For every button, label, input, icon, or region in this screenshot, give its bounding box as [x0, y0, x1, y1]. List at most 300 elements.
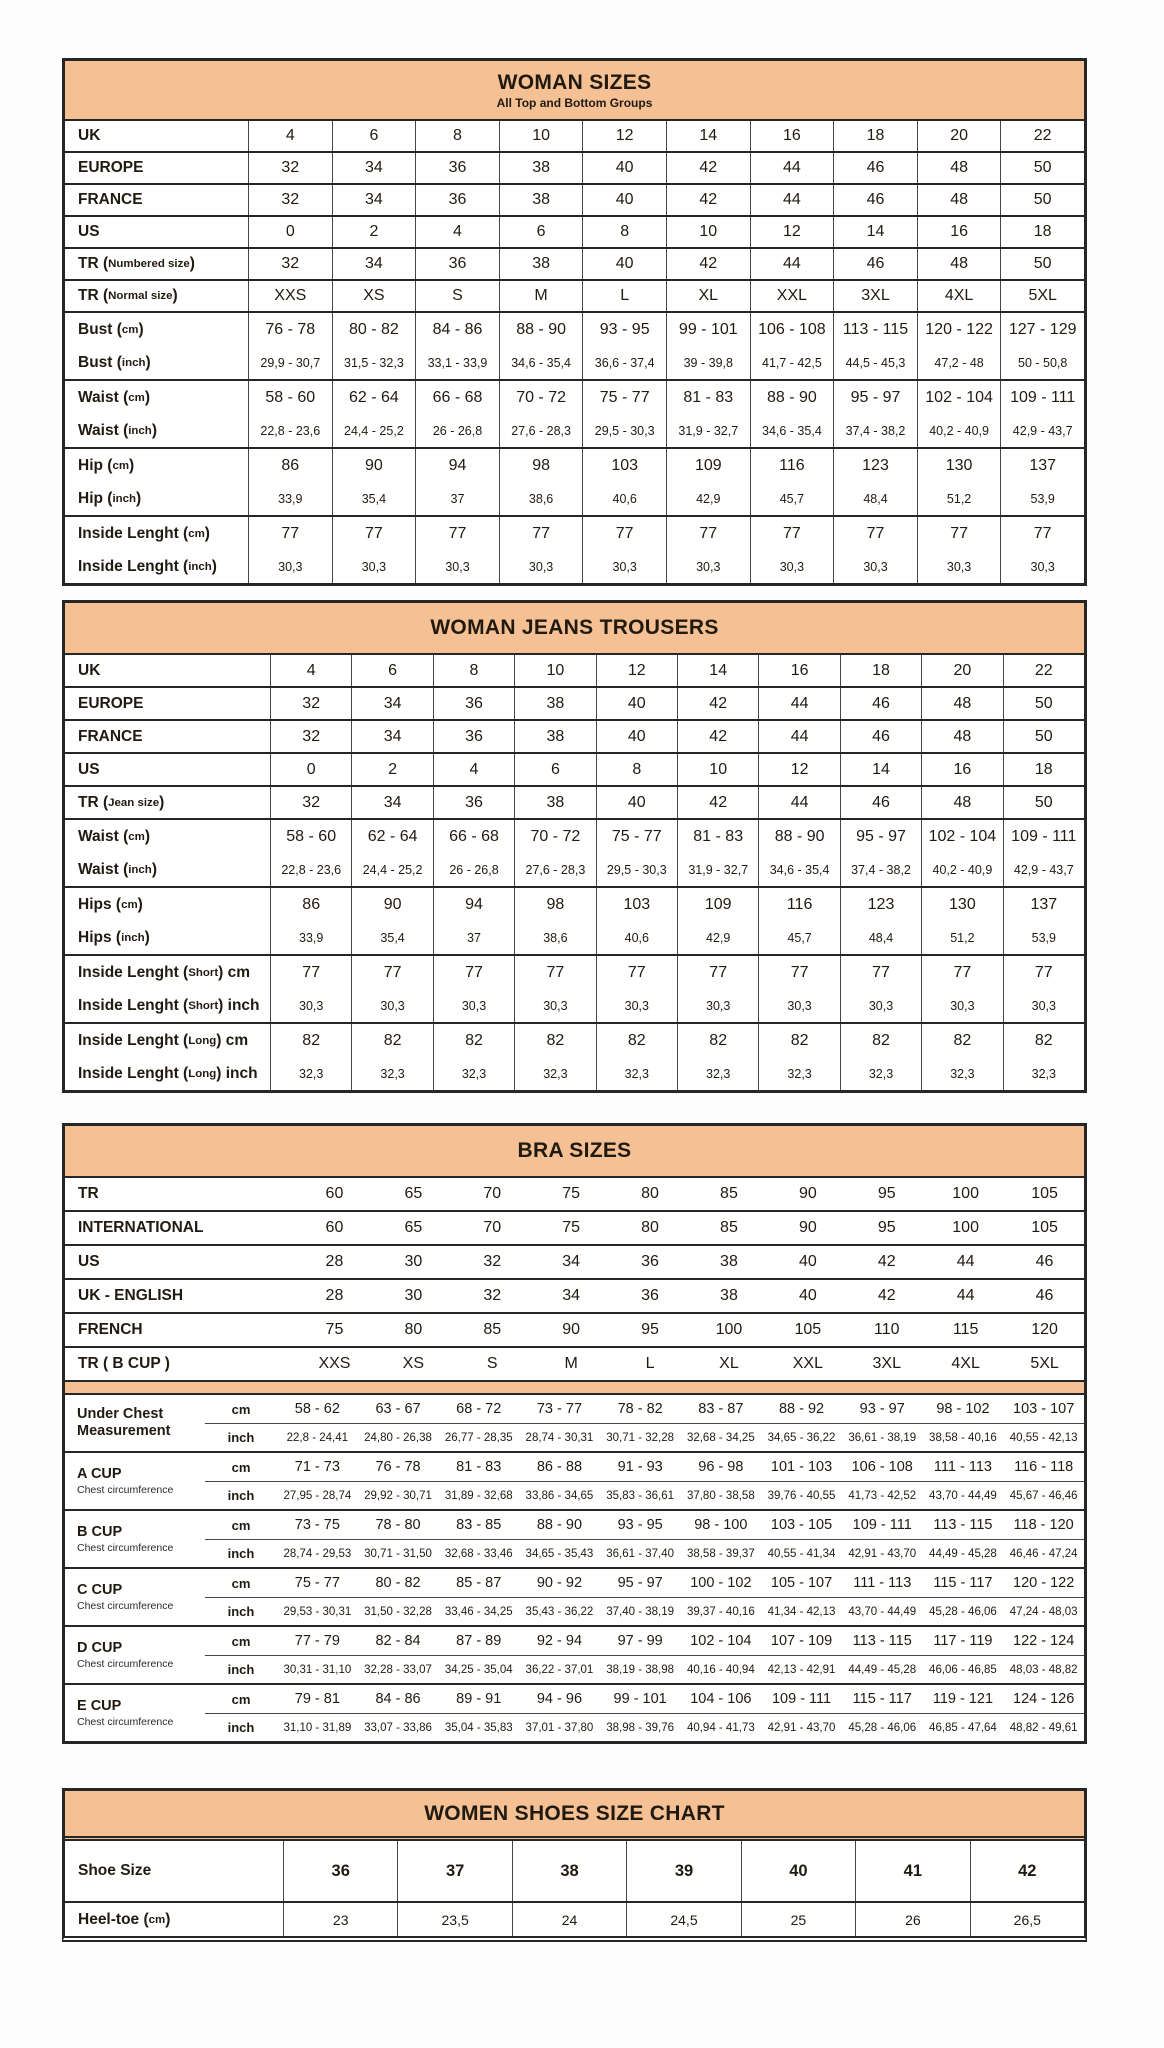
value-cell: 80 - 82 — [375, 1575, 421, 1591]
value-cell: 37,4 - 38,2 — [833, 414, 917, 447]
value-cell: 46 — [1035, 1253, 1054, 1270]
row-label: FRANCE — [78, 727, 143, 745]
woman-sizes-title: WOMAN SIZES — [497, 70, 652, 94]
value-cell: XS — [402, 1355, 425, 1372]
row-label: US — [78, 1253, 100, 1270]
table-row — [65, 853, 1084, 886]
value-cell: 44 — [750, 185, 834, 215]
value-cell: 103 - 107 — [1013, 1401, 1075, 1417]
value-cell: 118 - 120 — [1013, 1517, 1074, 1533]
table-row — [65, 121, 1084, 151]
value-cell: 38 — [514, 787, 595, 818]
value-cell: 83 - 87 — [698, 1401, 744, 1417]
row-label: Waist ( inch ) — [78, 860, 157, 878]
row-label: Inside Lenght ( cm ) — [78, 524, 210, 542]
value-cell: 66 - 68 — [433, 820, 514, 853]
bra-title: BRA SIZES — [517, 1139, 632, 1162]
row-group — [65, 785, 1084, 818]
bra-body — [65, 1178, 1084, 1741]
value-cell: 42,13 - 42,91 — [761, 1655, 842, 1683]
row-label: Waist ( cm ) — [78, 388, 150, 406]
row-group — [65, 379, 1084, 447]
cup-sublabel: Chest circumference — [77, 1715, 174, 1728]
value-cell: 32 — [483, 1287, 502, 1304]
table-row — [65, 449, 1084, 482]
value-cell: 42 — [970, 1841, 1084, 1901]
value-cell: 33,86 - 34,65 — [519, 1481, 600, 1509]
value-cell: 88 - 90 — [758, 820, 839, 853]
value-cell: XXL — [792, 1355, 823, 1372]
row-group — [65, 719, 1084, 752]
value-cell: 34 — [562, 1287, 581, 1304]
woman-sizes-subtitle: All Top and Bottom Groups — [496, 95, 653, 110]
cup-group — [65, 1395, 1084, 1451]
value-cell: 44 — [750, 249, 834, 279]
value-cell: 81 - 83 — [666, 381, 750, 414]
value-cell: 37 — [415, 482, 499, 515]
value-cell: 88 - 92 — [778, 1401, 825, 1417]
value-cell: 38 — [514, 688, 595, 719]
value-cell: 115 — [952, 1321, 979, 1338]
label-small-text: cm — [188, 527, 205, 540]
value-cell: 32 — [248, 185, 332, 215]
value-cell: 14 — [833, 217, 917, 247]
row-label: Hips ( cm ) — [78, 895, 143, 913]
value-cell: 0 — [248, 217, 332, 247]
label-small-text: inch — [112, 492, 137, 505]
value-cell: 46 — [840, 721, 921, 752]
value-cell: 116 — [750, 449, 834, 482]
value-cell: 82 — [351, 1024, 432, 1057]
value-cell: 75 — [325, 1321, 344, 1338]
value-cell: 70 — [483, 1185, 502, 1202]
shoes-table — [62, 1788, 1087, 1942]
label-small-text: cm — [128, 830, 145, 843]
value-cell: 36 — [641, 1287, 659, 1304]
value-cell: 40 — [582, 153, 666, 183]
value-cell: 38 — [512, 1841, 626, 1901]
value-cell: 95 - 97 — [840, 820, 921, 853]
value-cell: 42 — [666, 185, 750, 215]
row-label: Inside Lenght ( Short ) inch — [78, 996, 260, 1014]
value-cell: 44,49 - 45,28 — [842, 1655, 923, 1683]
value-cell: 58 - 60 — [248, 381, 332, 414]
cup-name: A CUP — [77, 1466, 122, 1483]
value-cell: 26 - 26,8 — [433, 853, 514, 886]
value-cell: 40 — [798, 1253, 817, 1270]
unit-cell: cm — [231, 1459, 251, 1475]
value-cell: 18 — [833, 121, 917, 151]
value-cell: 76 - 78 — [248, 313, 332, 346]
value-cell: 30,3 — [750, 550, 834, 583]
value-cell: 40 — [596, 787, 677, 818]
value-cell: 106 - 108 — [851, 1459, 913, 1475]
value-cell: 73 - 75 — [294, 1517, 340, 1533]
value-cell: 85 — [720, 1219, 738, 1236]
value-cell: 106 - 108 — [750, 313, 834, 346]
cup-sublabel: Chest circumference — [77, 1483, 174, 1496]
value-cell: 37,01 - 37,80 — [519, 1713, 600, 1741]
row-label: Inside Lenght ( inch ) — [78, 557, 217, 575]
value-cell: 30,3 — [351, 989, 432, 1022]
value-cell: 127 - 129 — [1000, 313, 1084, 346]
value-cell: 46 — [833, 185, 917, 215]
value-cell: 46 — [833, 249, 917, 279]
value-cell: 24,80 - 26,38 — [358, 1423, 439, 1451]
value-cell: 82 — [758, 1024, 839, 1057]
value-cell: 82 — [840, 1024, 921, 1057]
value-cell: 32,3 — [1003, 1057, 1084, 1090]
value-cell: 40 — [582, 249, 666, 279]
woman-sizes-table — [62, 58, 1087, 586]
value-cell: 43,70 - 44,49 — [842, 1597, 923, 1625]
table-row — [65, 281, 1084, 311]
value-cell: 36,61 - 37,40 — [600, 1539, 681, 1567]
value-cell: 120 - 122 — [1013, 1575, 1075, 1591]
table-row — [65, 1348, 1084, 1380]
value-cell: 78 - 80 — [375, 1517, 421, 1533]
value-cell: 44 — [758, 688, 839, 719]
row-label: Hip ( cm ) — [78, 456, 135, 474]
value-cell: 30,3 — [332, 550, 416, 583]
row-label: TR ( Jean size ) — [78, 793, 165, 811]
value-cell: 101 - 103 — [770, 1459, 833, 1475]
value-cell: XL — [719, 1355, 739, 1372]
value-cell: 16 — [921, 754, 1002, 785]
value-cell: 30 — [404, 1287, 423, 1304]
value-cell: 79 - 81 — [294, 1691, 340, 1707]
value-cell: 58 - 60 — [270, 820, 351, 853]
value-cell: 38 — [499, 185, 583, 215]
value-cell: 120 — [1031, 1321, 1058, 1338]
value-cell: 41,73 - 42,52 — [842, 1481, 923, 1509]
value-cell: 14 — [666, 121, 750, 151]
value-cell: 10 — [514, 655, 595, 686]
value-cell: 77 — [750, 517, 834, 550]
value-cell: 92 - 94 — [536, 1633, 583, 1649]
value-cell: 77 — [248, 517, 332, 550]
value-cell: 36 — [415, 185, 499, 215]
value-cell: 63 - 67 — [375, 1401, 421, 1417]
value-cell: 46,06 - 46,85 — [923, 1655, 1004, 1683]
value-cell: 30,3 — [1000, 550, 1084, 583]
cup-label — [65, 1627, 205, 1683]
value-cell: 46,85 - 47,64 — [923, 1713, 1004, 1741]
value-cell: 39,37 - 40,16 — [680, 1597, 761, 1625]
value-cell: 39 - 39,8 — [666, 346, 750, 379]
value-cell: 77 — [677, 956, 758, 989]
value-cell: 26,5 — [970, 1903, 1084, 1936]
unit-cell: inch — [205, 1539, 277, 1567]
value-cell: 45,28 - 46,06 — [842, 1713, 923, 1741]
label-small-text: inch — [188, 560, 212, 573]
value-cell: 42,9 — [666, 482, 750, 515]
value-cell: 96 - 98 — [698, 1459, 744, 1475]
table-row — [65, 956, 1084, 989]
shoes-body — [65, 1841, 1084, 1936]
value-cell: 33,9 — [270, 921, 351, 954]
row-group — [65, 1841, 1084, 1901]
value-cell: 27,6 - 28,3 — [499, 414, 583, 447]
unit-cell: cm — [231, 1691, 251, 1707]
value-cell: 32,68 - 34,25 — [680, 1423, 761, 1451]
jeans-body — [65, 655, 1084, 1090]
value-cell: 77 — [1003, 956, 1084, 989]
value-cell: 16 — [917, 217, 1001, 247]
value-cell: L — [582, 281, 666, 311]
value-cell: 88 - 90 — [750, 381, 834, 414]
value-cell: 45,7 — [750, 482, 834, 515]
value-cell: 93 - 97 — [859, 1401, 905, 1417]
unit-cell: cm — [231, 1401, 251, 1417]
value-cell: 14 — [840, 754, 921, 785]
value-cell: 77 — [332, 517, 416, 550]
value-cell: 90 — [798, 1185, 817, 1202]
cup-sublabel: Chest circumference — [77, 1657, 174, 1670]
value-cell: 81 - 83 — [456, 1459, 502, 1475]
value-cell: 45,7 — [758, 921, 839, 954]
value-cell: 77 — [351, 956, 432, 989]
value-cell: 30,71 - 32,28 — [600, 1423, 681, 1451]
row-label: Waist ( inch ) — [78, 421, 157, 439]
value-cell: 105 — [794, 1321, 822, 1338]
value-cell: 115 - 117 — [933, 1575, 993, 1591]
value-cell: 103 - 105 — [770, 1517, 833, 1533]
value-cell: 30,31 - 31,10 — [277, 1655, 358, 1683]
value-cell: 40,55 - 41,34 — [761, 1539, 842, 1567]
value-cell: 82 — [921, 1024, 1002, 1057]
value-cell: 97 - 99 — [617, 1633, 663, 1649]
cup-sublabel: Chest circumference — [77, 1541, 174, 1554]
value-cell: 34,6 - 35,4 — [499, 346, 583, 379]
value-cell: 98 - 100 — [694, 1517, 748, 1533]
cup-group — [65, 1509, 1084, 1567]
value-cell: 105 — [1031, 1219, 1058, 1236]
value-cell: 85 — [720, 1185, 738, 1202]
value-cell: 70 - 72 — [499, 381, 583, 414]
value-cell: 12 — [750, 217, 834, 247]
value-cell: 10 — [677, 754, 758, 785]
value-cell: 99 - 101 — [666, 313, 750, 346]
table-row — [65, 249, 1084, 279]
value-cell: 32,3 — [921, 1057, 1002, 1090]
value-cell: 77 — [758, 956, 839, 989]
value-cell: 109 - 111 — [1000, 381, 1084, 414]
value-cell: 100 - 102 — [690, 1575, 752, 1591]
value-cell: 47,2 - 48 — [917, 346, 1001, 379]
value-cell: 42,9 - 43,7 — [1000, 414, 1084, 447]
value-cell: 46 — [840, 787, 921, 818]
value-cell: 82 — [677, 1024, 758, 1057]
label-small-text: cm — [121, 323, 139, 336]
row-label: Bust ( cm ) — [78, 320, 144, 338]
value-cell: 32,3 — [351, 1057, 432, 1090]
value-cell: 84 - 86 — [375, 1691, 421, 1707]
value-cell: 90 — [562, 1321, 581, 1338]
value-cell: 89 - 91 — [456, 1691, 502, 1707]
value-cell: 46 — [833, 153, 917, 183]
value-cell: 94 — [433, 888, 514, 921]
value-cell: 32 — [483, 1253, 502, 1270]
table-row — [65, 1841, 1084, 1901]
value-cell: 37 — [397, 1841, 511, 1901]
label-small-text: inch — [121, 931, 145, 944]
value-cell: 32,3 — [596, 1057, 677, 1090]
value-cell: 46 — [1035, 1287, 1054, 1304]
value-cell: 32,3 — [758, 1057, 839, 1090]
value-cell: 37,40 - 38,19 — [600, 1597, 681, 1625]
value-cell: 36 — [415, 249, 499, 279]
table-row — [65, 517, 1084, 550]
value-cell: 102 - 104 — [917, 381, 1001, 414]
value-cell: 32,28 - 33,07 — [358, 1655, 439, 1683]
value-cell: 122 - 124 — [1013, 1633, 1075, 1649]
value-cell: 30,3 — [248, 550, 332, 583]
row-group — [65, 1346, 1084, 1380]
value-cell: 44 — [758, 787, 839, 818]
value-cell: 4 — [433, 754, 514, 785]
value-cell: XL — [666, 281, 750, 311]
value-cell: 40,2 - 40,9 — [921, 853, 1002, 886]
value-cell: 109 — [666, 449, 750, 482]
row-label: US — [78, 760, 100, 778]
value-cell: 77 - 79 — [294, 1633, 340, 1649]
value-cell: 82 — [1003, 1024, 1084, 1057]
value-cell: 24,5 — [626, 1903, 740, 1936]
value-cell: 38 — [499, 153, 583, 183]
value-cell: 48 — [921, 787, 1002, 818]
table-row — [65, 346, 1084, 379]
woman-sizes-header-band — [65, 61, 1084, 121]
row-label: EUROPE — [78, 159, 144, 176]
label-small-text: cm — [121, 898, 138, 911]
value-cell: 75 - 77 — [596, 820, 677, 853]
row-label: UK — [78, 661, 101, 679]
row-group — [65, 279, 1084, 311]
value-cell: 50 — [1000, 185, 1084, 215]
value-cell: 40 — [798, 1287, 817, 1304]
value-cell: 33,07 - 33,86 — [358, 1713, 439, 1741]
value-cell: 100 — [715, 1321, 743, 1338]
value-cell: 3XL — [872, 1355, 901, 1372]
value-cell: 38 — [720, 1287, 738, 1304]
value-cell: 42 — [677, 787, 758, 818]
row-label: UK — [78, 127, 101, 144]
value-cell: 30,3 — [677, 989, 758, 1022]
value-cell: 42 — [666, 249, 750, 279]
value-cell: 38,6 — [499, 482, 583, 515]
table-row — [65, 1903, 1084, 1936]
value-cell: S — [415, 281, 499, 311]
value-cell: 116 — [758, 888, 839, 921]
value-cell: 22,8 - 23,6 — [270, 853, 351, 886]
value-cell: 90 - 92 — [536, 1575, 583, 1591]
value-cell: 40,16 - 40,94 — [680, 1655, 761, 1683]
value-cell: 32,3 — [677, 1057, 758, 1090]
value-cell: 70 — [483, 1219, 502, 1236]
value-cell: 94 — [415, 449, 499, 482]
value-cell: 33,9 — [248, 482, 332, 515]
value-cell: 29,5 - 30,3 — [582, 414, 666, 447]
value-cell: 38 — [499, 249, 583, 279]
value-cell: 123 — [833, 449, 917, 482]
row-label: Bust ( inch ) — [78, 353, 151, 371]
value-cell: 33,46 - 34,25 — [438, 1597, 519, 1625]
unit-cell: cm — [231, 1575, 251, 1591]
value-cell: 40,94 - 41,73 — [680, 1713, 761, 1741]
value-cell: 42 — [666, 153, 750, 183]
value-cell: 109 - 111 — [852, 1517, 912, 1533]
value-cell: 42,91 - 43,70 — [842, 1539, 923, 1567]
value-cell: 39,76 - 40,55 — [761, 1481, 842, 1509]
value-cell: 80 - 82 — [332, 313, 416, 346]
shoes-title: WOMEN SHOES SIZE CHART — [424, 1801, 725, 1825]
value-cell: 34 — [332, 185, 416, 215]
value-cell: 90 — [798, 1219, 817, 1236]
value-cell: 40 — [582, 185, 666, 215]
value-cell: 80 — [641, 1219, 659, 1236]
value-cell: 24 — [512, 1903, 626, 1936]
value-cell: 32,3 — [514, 1057, 595, 1090]
table-row — [65, 1178, 1084, 1210]
table-row — [65, 787, 1084, 818]
value-cell: 44 — [758, 721, 839, 752]
table-row — [65, 1024, 1084, 1057]
table-row — [65, 1212, 1084, 1244]
value-cell: 82 - 84 — [375, 1633, 421, 1649]
row-group — [65, 151, 1084, 183]
value-cell: 42 — [677, 688, 758, 719]
value-cell: 20 — [917, 121, 1001, 151]
value-cell: 93 - 95 — [582, 313, 666, 346]
value-cell: 51,2 — [921, 921, 1002, 954]
row-label: Waist ( cm ) — [78, 827, 150, 845]
row-group — [65, 1210, 1084, 1244]
value-cell: 117 - 119 — [933, 1633, 993, 1649]
value-cell: 88 - 90 — [536, 1517, 583, 1533]
value-cell: 30,3 — [415, 550, 499, 583]
value-cell: 42,9 - 43,7 — [1003, 853, 1084, 886]
value-cell: 28,74 - 29,53 — [277, 1539, 358, 1567]
value-cell: 28,74 - 30,31 — [519, 1423, 600, 1451]
value-cell: 34,65 - 36,22 — [761, 1423, 842, 1451]
value-cell: 4 — [415, 217, 499, 247]
label-small-text: Normal size — [108, 290, 173, 302]
value-cell: 29,5 - 30,3 — [596, 853, 677, 886]
row-group — [65, 1244, 1084, 1278]
value-cell: 82 — [433, 1024, 514, 1057]
value-cell: 43,70 - 44,49 — [923, 1481, 1004, 1509]
label-small-text: cm — [112, 459, 130, 472]
unit-cell: cm — [231, 1633, 251, 1649]
value-cell: 34,25 - 35,04 — [438, 1655, 519, 1683]
value-cell: 104 - 106 — [690, 1691, 752, 1707]
value-cell: XXL — [750, 281, 834, 311]
value-cell: M — [499, 281, 583, 311]
value-cell: 29,53 - 30,31 — [277, 1597, 358, 1625]
value-cell: 26,77 - 28,35 — [438, 1423, 519, 1451]
value-cell: 95 - 97 — [833, 381, 917, 414]
value-cell: 102 - 104 — [690, 1633, 752, 1649]
value-cell: 75 — [562, 1185, 581, 1202]
table-row — [65, 185, 1084, 215]
value-cell: 31,89 - 32,68 — [438, 1481, 519, 1509]
value-cell: 34 — [351, 787, 432, 818]
value-cell: 51,2 — [917, 482, 1001, 515]
value-cell: 30,3 — [840, 989, 921, 1022]
value-cell: 48 — [917, 249, 1001, 279]
value-cell: 99 - 101 — [613, 1691, 667, 1707]
